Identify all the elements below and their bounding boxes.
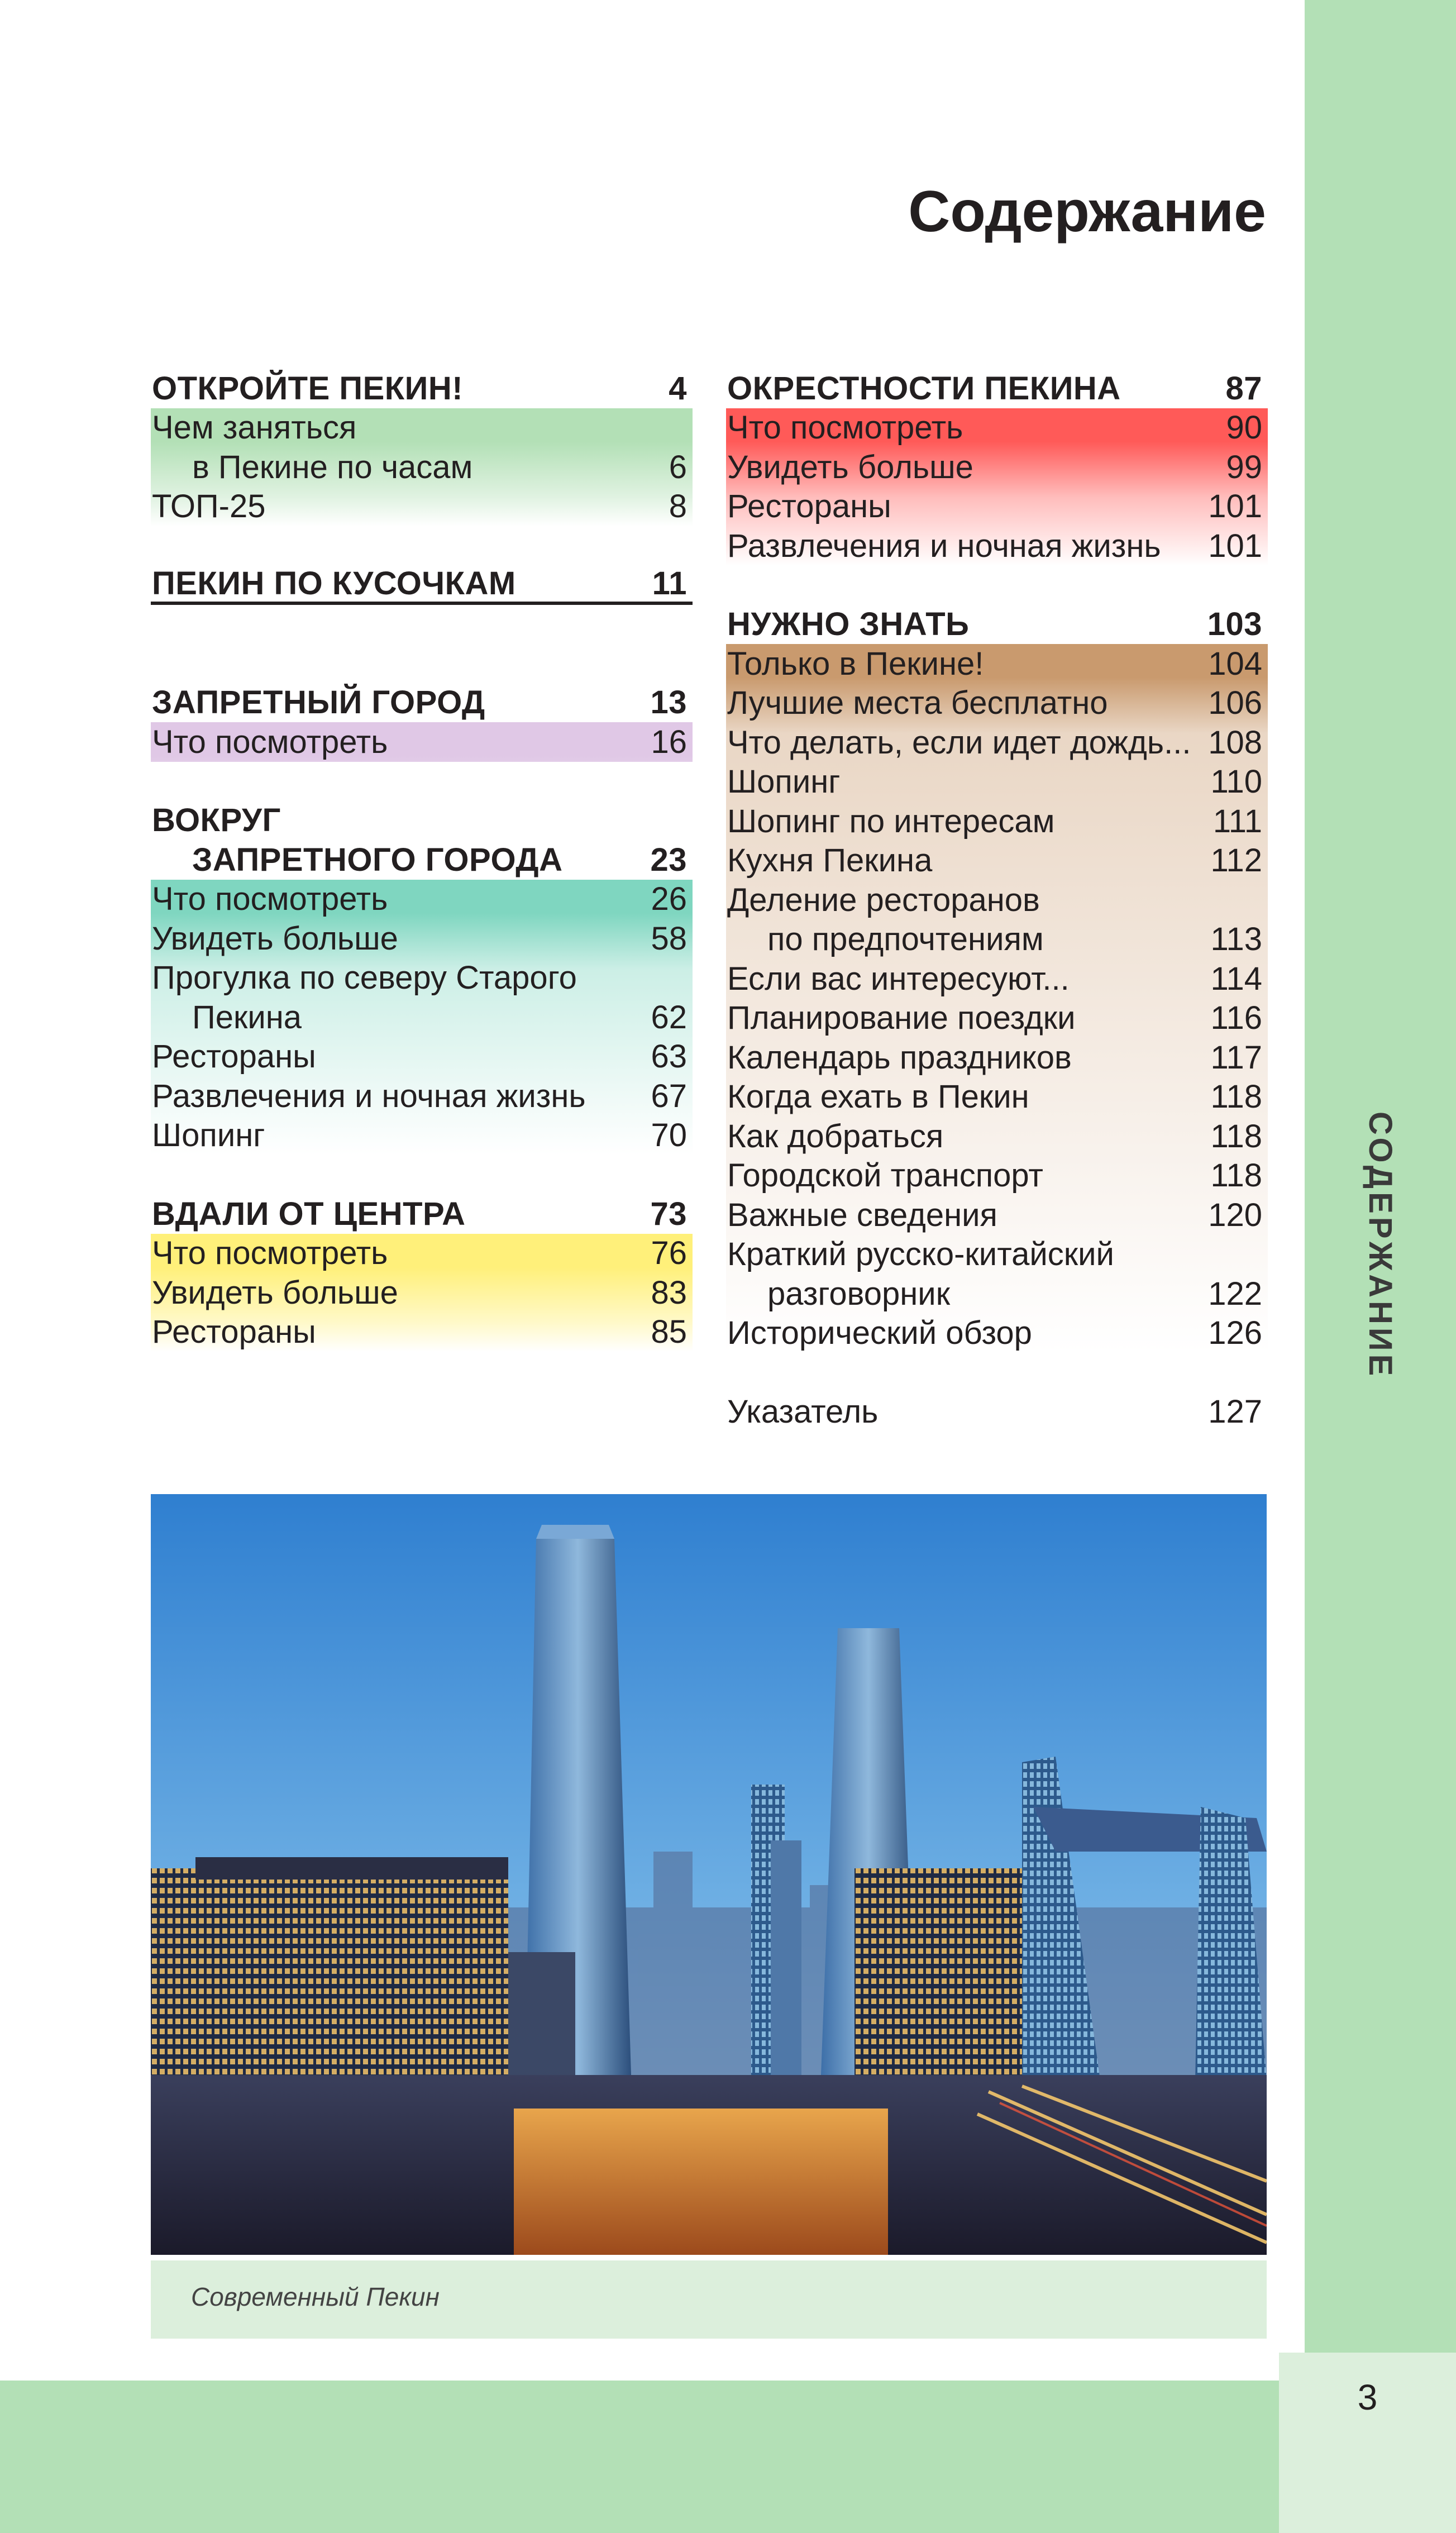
lit-building: [514, 2109, 888, 2255]
toc-entries: [151, 408, 693, 527]
toc-entry[interactable]: [726, 526, 1268, 566]
section-gap: [726, 566, 1268, 605]
section-gap: [151, 526, 693, 565]
toc-section-title: ЗАПРЕТНОГО ГОРОДА: [192, 841, 563, 878]
toc-entry[interactable]: [726, 1274, 1268, 1314]
toc-entry-page: 26: [651, 881, 687, 918]
toc-entry[interactable]: [726, 1038, 1268, 1077]
toc-entry-page: 106: [1208, 685, 1262, 722]
toc-entries: [726, 644, 1268, 1353]
toc-entry-label: Важные сведения: [727, 1196, 997, 1233]
toc-entry-page: 6: [669, 449, 687, 485]
toc-entry[interactable]: [726, 1195, 1268, 1235]
toc-entry-page: 16: [651, 723, 687, 760]
toc-entry-label: Что посмотреть: [152, 723, 388, 760]
toc-entry-page: 110: [1210, 764, 1262, 800]
toc-entry-label: Только в Пекине!: [727, 645, 984, 682]
toc-entry-page: 90: [1226, 409, 1262, 446]
toc-entry[interactable]: [151, 1116, 693, 1156]
toc-entry-label: Прогулка по северу Старого: [152, 960, 577, 996]
section-gap: [151, 1155, 693, 1194]
toc-entry-label: Шопинг: [727, 764, 841, 800]
toc-entry-label: Когда ехать в Пекин: [727, 1079, 1029, 1115]
toc-entry[interactable]: [151, 1234, 693, 1273]
toc-entry-label: Чем заняться: [152, 409, 357, 446]
toc-entry[interactable]: [151, 447, 693, 487]
toc-entry-label: Рестораны: [152, 1314, 316, 1351]
toc-entry-label: Рестораны: [727, 488, 891, 525]
toc-entry-page: 120: [1208, 1196, 1262, 1233]
toc-entry-label: Пекина: [192, 999, 302, 1036]
toc-section: [151, 683, 693, 762]
bottom-strip: [0, 2381, 1456, 2533]
toc-section-heading[interactable]: [151, 801, 693, 841]
toc-entry-label: разговорник: [767, 1275, 951, 1312]
toc-entry-page: 114: [1210, 960, 1262, 997]
toc-section: [151, 369, 693, 526]
toc-section-heading[interactable]: [151, 840, 693, 880]
toc-entry-label: Лучшие места бесплатно: [727, 685, 1108, 722]
toc-entry[interactable]: [726, 959, 1268, 999]
toc-entry-page: 113: [1210, 921, 1262, 958]
toc-entry-label: Краткий русско-китайский: [727, 1236, 1114, 1273]
toc-entry-label: Увидеть больше: [152, 1274, 398, 1311]
toc-section: [726, 369, 1268, 566]
toc-section-title: ВОКРУГ: [152, 802, 281, 839]
toc-entry[interactable]: [726, 999, 1268, 1038]
toc-entry-page: 67: [651, 1077, 687, 1114]
toc-entry[interactable]: [151, 408, 693, 448]
toc-entry[interactable]: [726, 802, 1268, 841]
toc-entry[interactable]: [726, 920, 1268, 960]
toc-entry-label: Исторический обзор: [727, 1315, 1032, 1352]
toc-entry[interactable]: [151, 998, 693, 1037]
toc-entry-label: Как добраться: [727, 1118, 944, 1155]
section-gap: [151, 762, 693, 801]
toc-section-page: 87: [1225, 370, 1262, 407]
toc-entry-label: Что посмотреть: [152, 881, 388, 918]
toc-section-title: ОКРЕСТНОСТИ ПЕКИНА: [727, 370, 1121, 407]
toc-entry[interactable]: [726, 644, 1268, 684]
toc-section-title: ЗАПРЕТНЫЙ ГОРОД: [152, 684, 485, 721]
toc-section-page: 11: [652, 565, 687, 602]
toc-entry-label: Кухня Пекина: [727, 842, 933, 879]
toc-section: [151, 565, 693, 605]
toc-column-left: [151, 369, 693, 1352]
toc-section-page: 13: [650, 684, 687, 721]
toc-entry-label: Увидеть больше: [727, 449, 973, 485]
section-gap: [726, 1353, 1268, 1392]
toc-entry-page: 118: [1210, 1118, 1262, 1155]
toc-entry-page: 111: [1212, 803, 1262, 839]
toc-entry[interactable]: [726, 841, 1268, 881]
toc-entry-page: 85: [651, 1314, 687, 1351]
toc-entry[interactable]: [726, 684, 1268, 723]
toc-section-title: НУЖНО ЗНАТЬ: [727, 606, 970, 643]
toc-entry[interactable]: [151, 1037, 693, 1077]
toc-entry-page: 122: [1208, 1275, 1262, 1312]
toc-section-heading[interactable]: [151, 369, 693, 408]
toc-entry-page: 117: [1210, 1039, 1262, 1076]
toc-entry-page: 70: [651, 1117, 687, 1154]
toc-entry[interactable]: [726, 1156, 1268, 1196]
toc-entry[interactable]: [151, 1313, 693, 1352]
toc-entry[interactable]: [151, 487, 693, 527]
toc-entry[interactable]: [726, 487, 1268, 527]
toc-entry[interactable]: [726, 408, 1268, 448]
toc-entry-page: 76: [651, 1235, 687, 1272]
toc-entry-label: по предпочтениям: [767, 921, 1044, 958]
toc-entry-label: Рестораны: [152, 1038, 316, 1075]
toc-section-heading[interactable]: [151, 565, 693, 605]
toc-section-page: 103: [1207, 606, 1262, 643]
toc-entry-page: 118: [1210, 1157, 1262, 1194]
city-photo: [151, 1494, 1267, 2255]
toc-entry[interactable]: [726, 447, 1268, 487]
toc-column-right: [726, 369, 1268, 1432]
toc-section-heading[interactable]: [726, 369, 1268, 408]
toc-section: [151, 801, 693, 1156]
toc-section: [726, 1392, 1268, 1432]
toc-entry-page: 116: [1210, 1000, 1262, 1037]
page-title: Содержание: [908, 179, 1266, 244]
toc-entry-label: Что посмотреть: [727, 409, 963, 446]
toc-entry-label: Планирование поездки: [727, 1000, 1076, 1037]
toc-entry-page: 63: [651, 1038, 687, 1075]
toc-section: [726, 605, 1268, 1353]
toc-entry-page: 58: [651, 920, 687, 957]
toc-section-heading[interactable]: [726, 605, 1268, 645]
toc-section-heading[interactable]: [151, 683, 693, 723]
toc-entry[interactable]: [151, 919, 693, 958]
toc-entry[interactable]: [726, 880, 1268, 920]
toc-entries: [726, 1392, 1268, 1432]
sidebar-section-label: СОДЕРЖАНИЕ: [1362, 1112, 1398, 1380]
toc-entry-page: 8: [669, 488, 687, 525]
page-number: 3: [1357, 2377, 1378, 2417]
toc-entry-page: 62: [651, 999, 687, 1036]
photo-caption: Современный Пекин: [191, 2282, 440, 2311]
toc-entry-page: 101: [1208, 527, 1262, 564]
toc-entry-page: 104: [1208, 645, 1262, 682]
toc-entries: [151, 880, 693, 1156]
toc-section: [151, 1194, 693, 1352]
toc-entry[interactable]: [151, 958, 693, 998]
toc-entry-label: Что делать, если идет дождь...: [727, 724, 1191, 761]
toc-section-title: ОТКРОЙТЕ ПЕКИН!: [152, 370, 464, 407]
toc-entry-label: Деление ресторанов: [727, 881, 1040, 918]
toc-entry-page: 108: [1208, 724, 1262, 761]
toc-entry-label: в Пекине по часам: [192, 449, 473, 485]
toc-entry[interactable]: [151, 880, 693, 919]
toc-entry-label: Городской транспорт: [727, 1157, 1043, 1194]
toc-entry[interactable]: [726, 1392, 1268, 1432]
toc-entry[interactable]: [726, 1117, 1268, 1156]
toc-entry-page: 83: [651, 1274, 687, 1311]
toc-entry[interactable]: [726, 1235, 1268, 1275]
toc-entry[interactable]: [726, 723, 1268, 762]
toc-entry[interactable]: [151, 1076, 693, 1116]
toc-section-page: 23: [650, 841, 687, 878]
toc-entry-page: 101: [1208, 488, 1262, 525]
toc-entry-label: Развлечения и ночная жизнь: [727, 527, 1161, 564]
toc-entry-label: Указатель: [727, 1393, 879, 1430]
toc-section-title: ПЕКИН ПО КУСОЧКАМ: [152, 565, 516, 602]
toc-entry-label: Шопинг по интересам: [727, 803, 1055, 839]
toc-entry-label: ТОП-25: [152, 488, 266, 525]
toc-entry-label: Что посмотреть: [152, 1235, 388, 1272]
toc-entry-page: 126: [1208, 1315, 1262, 1352]
toc-entry[interactable]: [151, 1273, 693, 1313]
toc-entry[interactable]: [726, 1314, 1268, 1353]
toc-entry-label: Календарь праздников: [727, 1039, 1072, 1076]
toc-entry-page: 112: [1210, 842, 1262, 879]
toc-entry-page: 99: [1226, 449, 1262, 485]
toc-entry[interactable]: [726, 1077, 1268, 1117]
toc-entry[interactable]: [726, 762, 1268, 802]
toc-entries: [726, 408, 1268, 566]
toc-entry-page: 127: [1208, 1393, 1262, 1430]
toc-entries: [151, 1234, 693, 1352]
toc-entry-label: Увидеть больше: [152, 920, 398, 957]
section-gap: [151, 605, 693, 683]
toc-entry-page: 118: [1210, 1079, 1262, 1115]
toc-entry[interactable]: [151, 722, 693, 762]
toc-section-heading[interactable]: [151, 1194, 693, 1234]
toc-section-page: 73: [650, 1195, 687, 1232]
toc-entry-label: Шопинг: [152, 1117, 265, 1154]
toc-section-title: ВДАЛИ ОТ ЦЕНТРА: [152, 1195, 466, 1232]
toc-entry-label: Развлечения и ночная жизнь: [152, 1077, 586, 1114]
toc-section-page: 4: [669, 370, 687, 407]
toc-entry-label: Если вас интересуют...: [727, 960, 1070, 997]
tower-mid-2: [771, 1840, 801, 2075]
toc-entries: [151, 722, 693, 762]
